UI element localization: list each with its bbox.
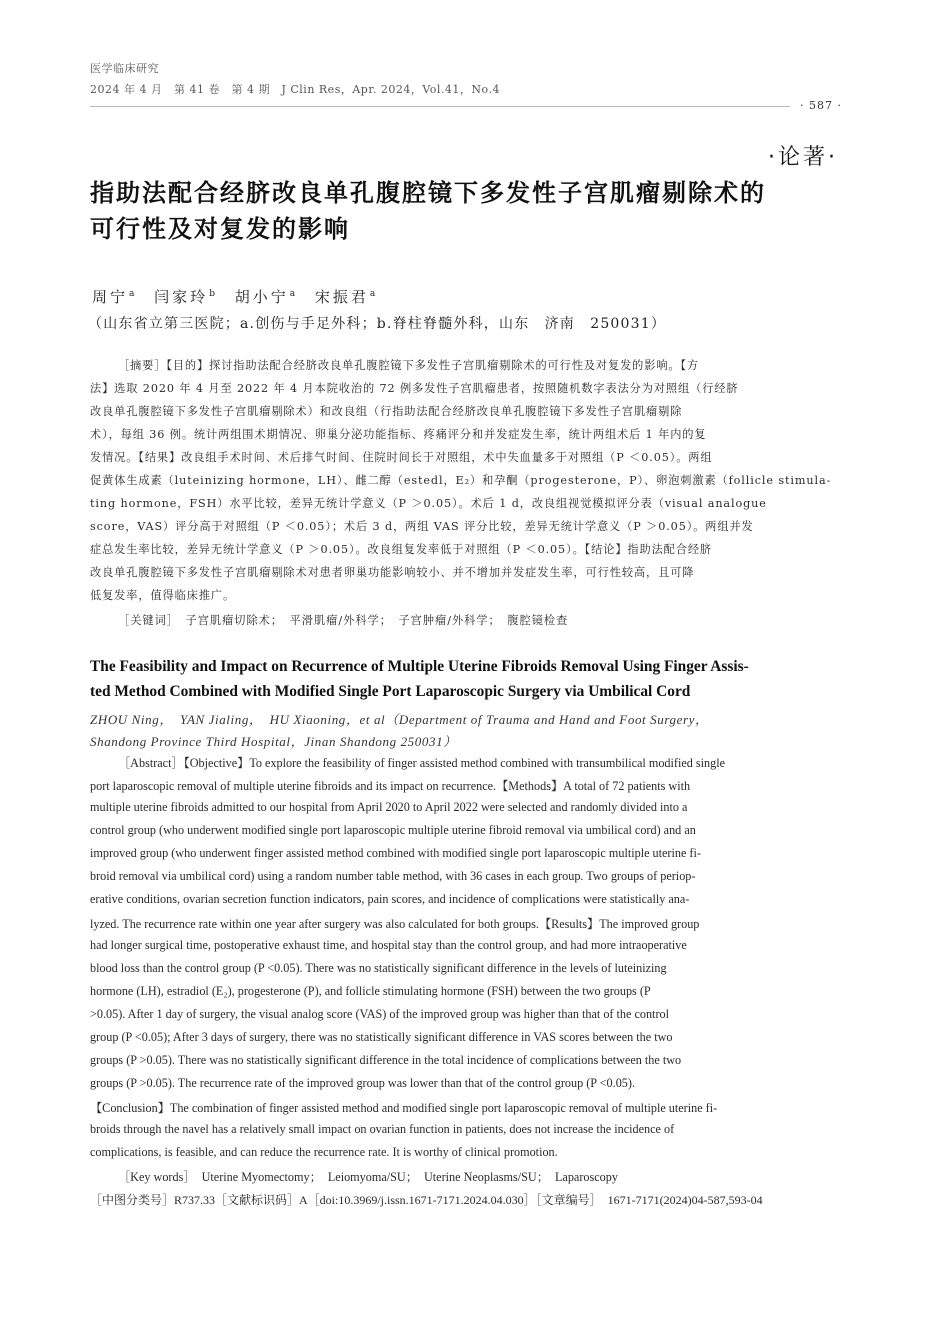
issue-line: 2024 年 4 月 第 41 卷 第 4 期 J Clin Res，Apr. 2024，Vol.41，No.4 <box>90 83 500 96</box>
author-affil-mark: a <box>129 289 135 299</box>
author-name: 胡小宁 <box>234 288 289 306</box>
en-abstract-line: complications, is feasible, and can reduce the recurrence rate. It is worthy of clinical promotion. <box>90 1145 558 1159</box>
cn-abstract-line: 法】选取 2020 年 4 月至 2022 年 4 月本院收治的 72 例多发性子宫肌瘤患者，按照随机数字表法分为对照组（行经脐 <box>90 382 739 395</box>
en-abstract-line: multiple uterine fibroids admitted to our hospital from April 2020 to April 2022 were selected and randomly divided into a <box>90 800 688 814</box>
en-authors-line-2: Shandong Province Third Hospital，Jinan Shandong 250031） <box>90 734 457 749</box>
cn-abstract-line: ting hormone，FSH）水平比较，差异无统计学意义（P ＞0.05）。术后 1 d，改良组视觉模拟评分表（visual analogue <box>90 497 767 510</box>
author-affil-mark: a <box>289 289 296 299</box>
author-list <box>92 286 387 307</box>
journal-name: 医学临床研究 <box>90 62 159 75</box>
en-title-line-2: ted Method Combined with Modified Single Port Laparoscopic Surgery via Umbilical Cord <box>90 683 691 700</box>
en-abstract-line: control group (who underwent modified single port laparoscopic multiple uterine fibroid removal via umbilical cord) and an <box>90 823 696 837</box>
cn-abstract-line: 发情况。【结果】改良组手术时间、术后排气时间、住院时间长于对照组，术中失血量多于对照组（P ＜0.05）。两组 <box>90 451 713 464</box>
en-abstract-line: group (P <0.05); After 3 days of surgery, there was no statistically significant difference in VAS scores between the two <box>90 1030 673 1044</box>
cn-abstract-line: 改良单孔腹腔镜下多发性子宫肌瘤剔除术）和改良组（行指助法配合经脐改良单孔腹腔镜下多发性子宫肌瘤剔除 <box>90 405 683 418</box>
author-name: 宋振君 <box>314 288 369 306</box>
cn-abstract-line: 低复发率，值得临床推广。 <box>90 589 236 602</box>
en-authors-line-1: ZHOU Ning， YAN Jialing， HU Xiaoning，et al（Department of Trauma and Hand and Foot Surgery， <box>90 712 709 727</box>
author-affil-mark: a <box>369 289 376 299</box>
en-abstract-line: 【Conclusion】The combination of finger assisted method and modified single port laparoscopic removal of multiple uterine fi- <box>90 1101 718 1115</box>
cn-abstract-line: 术），每组 36 例。统计两组围术期情况、卵巢分泌功能指标、疼痛评分和并发症发生率，统计两组术后 1 年内的复 <box>90 428 707 441</box>
author-name: 周宁 <box>92 288 129 306</box>
en-abstract-line: groups (P >0.05). There was no statistically significant difference in the total incidence of complications between the two <box>90 1053 682 1067</box>
en-abstract-line: improved group (who underwent finger assisted method combined with modified single port laparoscopic multiple uterine fi- <box>90 846 701 860</box>
en-title-line-1: The Feasibility and Impact on Recurrence of Multiple Uterine Fibroids Removal Using Finger Assis- <box>90 658 749 675</box>
en-abstract-line: broid removal via umbilical cord) using a random number table method, with 36 cases in each group. Two groups of periop- <box>90 869 696 883</box>
en-abstract-line: lyzed. The recurrence rate within one year after surgery was also calculated for both groups.【Results】The improved group <box>90 917 700 931</box>
en-abstract-line: groups (P >0.05). The recurrence rate of the improved group was lower than that of the control group (P <0.05). <box>90 1076 635 1090</box>
section-tag: ·论著· <box>768 145 838 170</box>
cn-abstract-line: 症总发生率比较，差异无统计学意义（P ＞0.05）。改良组复发率低于对照组（P ＜0.05）。【结论】指助法配合经脐 <box>90 543 713 556</box>
page-number: · 587 · <box>800 99 842 112</box>
header-rule <box>90 106 790 107</box>
en-abstract-line: ［Abstract］【Objective】To explore the feasibility of finger assisted method combined with transumbilical modified single <box>118 756 726 770</box>
en-abstract-line: >0.05). After 1 day of surgery, the visual analog score (VAS) of the improved group was higher than that of the control <box>90 1007 669 1021</box>
en-abstract-line: broids through the navel has a relatively small impact on ovarian function in patients, does not increase the incidence of <box>90 1122 675 1136</box>
cn-abstract-line: ［摘要］【目的】探讨指助法配合经脐改良单孔腹腔镜下多发性子宫肌瘤剔除术的可行性及对复发的影响。【方 <box>118 359 700 372</box>
en-abstract-line: erative conditions, ovarian secretion function indicators, pain scores, and incidence of complications were statistically ana- <box>90 892 690 906</box>
cn-abstract-line: score，VAS）评分高于对照组（P ＜0.05）；术后 3 d，两组 VAS 评分比较，差异无统计学意义（P ＞0.05）。两组并发 <box>90 520 754 533</box>
cn-keywords: ［关键词］ 子宫肌瘤切除术； 平滑肌瘤/外科学； 子宫肿瘤/外科学； 腹腔镜检查 <box>118 614 569 627</box>
cn-title-line-1: 指助法配合经脐改良单孔腹腔镜下多发性子宫肌瘤剔除术的 <box>90 179 766 207</box>
author-name: 闫家玲 <box>154 288 209 306</box>
author-affil-mark: b <box>209 289 215 299</box>
en-abstract-line: had longer surgical time, postoperative exhaust time, and hospital stay than the control group, and had more intraoperative <box>90 938 687 952</box>
affiliation: （山东省立第三医院；a.创伤与手足外科；b.脊柱脊髓外科，山东 济南 250031） <box>88 316 667 332</box>
classification-line: ［中图分类号］R737.33［文献标识码］A［doi:10.3969/j.issn.1671-7171.2024.04.030］［文章编号］ 1671-7171(2024)04-587,593-04 <box>90 1193 763 1207</box>
en-keywords: ［Key words］ Uterine Myomectomy； Leiomyoma/SU； Uterine Neoplasms/SU； Laparoscopy <box>118 1170 618 1184</box>
cn-abstract-line: 改良单孔腹腔镜下多发性子宫肌瘤剔除术对患者卵巢功能影响较小、并不增加并发症发生率，可行性较高，且可降 <box>90 566 695 579</box>
en-abstract-line: hormone (LH), estradiol (E₂), progesterone (P), and follicle stimulating hormone (FSH) between the two groups (P <box>90 984 651 998</box>
cn-abstract-line: 促黄体生成素（luteinizing hormone，LH）、雌二醇（estedl，E₂）和孕酮（progesterone，P）、卵泡刺激素（follicle stimula- <box>90 474 832 487</box>
cn-title-line-2: 可行性及对复发的影响 <box>90 215 350 243</box>
en-abstract-line: port laparoscopic removal of multiple uterine fibroids and its impact on recurrence.【Methods】A total of 72 patients with <box>90 779 691 793</box>
en-abstract-line: blood loss than the control group (P <0.05). There was no statistically significant difference in the levels of luteinizing <box>90 961 667 975</box>
